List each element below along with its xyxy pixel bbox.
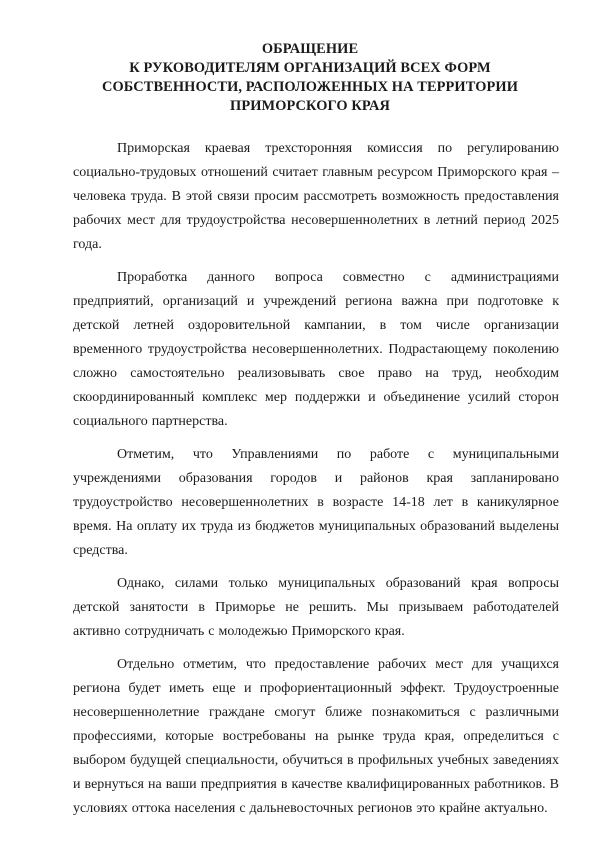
title-line: ПРИМОРСКОГО КРАЯ — [230, 98, 390, 114]
document-body — [73, 137, 559, 830]
title-line: СОБСТВЕННОСТИ, РАСПОЛОЖЕННЫХ НА ТЕРРИТОРИИ — [101, 79, 519, 95]
title-line: ОБРАЩЕНИЕ — [261, 41, 359, 57]
paragraph-1: Приморская краевая трехсторонняя комиссия по регулированию социально-трудовых отношений считает главным ресурсом Приморского края – человека труда. В этой связи просим рассмотреть возможность предоставления рабочих мест для трудоустройства несовершеннолетних в летний период 2025 года. — [73, 141, 559, 252]
paragraph-3: Отметим, что Управлениями по работе с муниципальными учреждениями образования городов и районов края запланировано трудоустройство несовершеннолетних в возрасте 14-18 лет в каникулярное время. На оплату их труда из бюджетов муниципальных образований выделены средства. — [73, 447, 559, 558]
document-title — [60, 40, 560, 116]
title-line: К РУКОВОДИТЕЛЯМ ОРГАНИЗАЦИЙ ВСЕХ ФОРМ — [129, 60, 491, 76]
paragraph-2: Проработка данного вопроса совместно с администрациями предприятий, организаций и учреждений региона важна при подготовке к детской летней оздоровительной кампании, в том числе организации временного трудоустройства несовершеннолетних. Подрастающему поколению сложно самостоятельно реализовывать свое право на труд, необходим скоординированный комплекс мер поддержки и объединение усилий сторон социального партнерства. — [73, 270, 559, 429]
paragraph-4: Однако, силами только муниципальных образований края вопросы детской занятости в Приморье не решить. Мы призываем работодателей активно сотрудничать с молодежью Приморского края. — [73, 576, 559, 639]
paragraph-5: Отдельно отметим, что предоставление рабочих мест для учащихся региона будет иметь еще и профориентационный эффект. Трудоустроенные несовершеннолетние граждане смогут ближе познакомиться с различными профессиями, которые востребованы на рынке труда края, определиться с выбором будущей специальности, обучиться в профильных учебных заведениях и вернуться на ваши предприятия в качестве квалифицированных работников. В условиях оттока населения с дальневосточных регионов это крайне актуально. — [73, 657, 559, 816]
